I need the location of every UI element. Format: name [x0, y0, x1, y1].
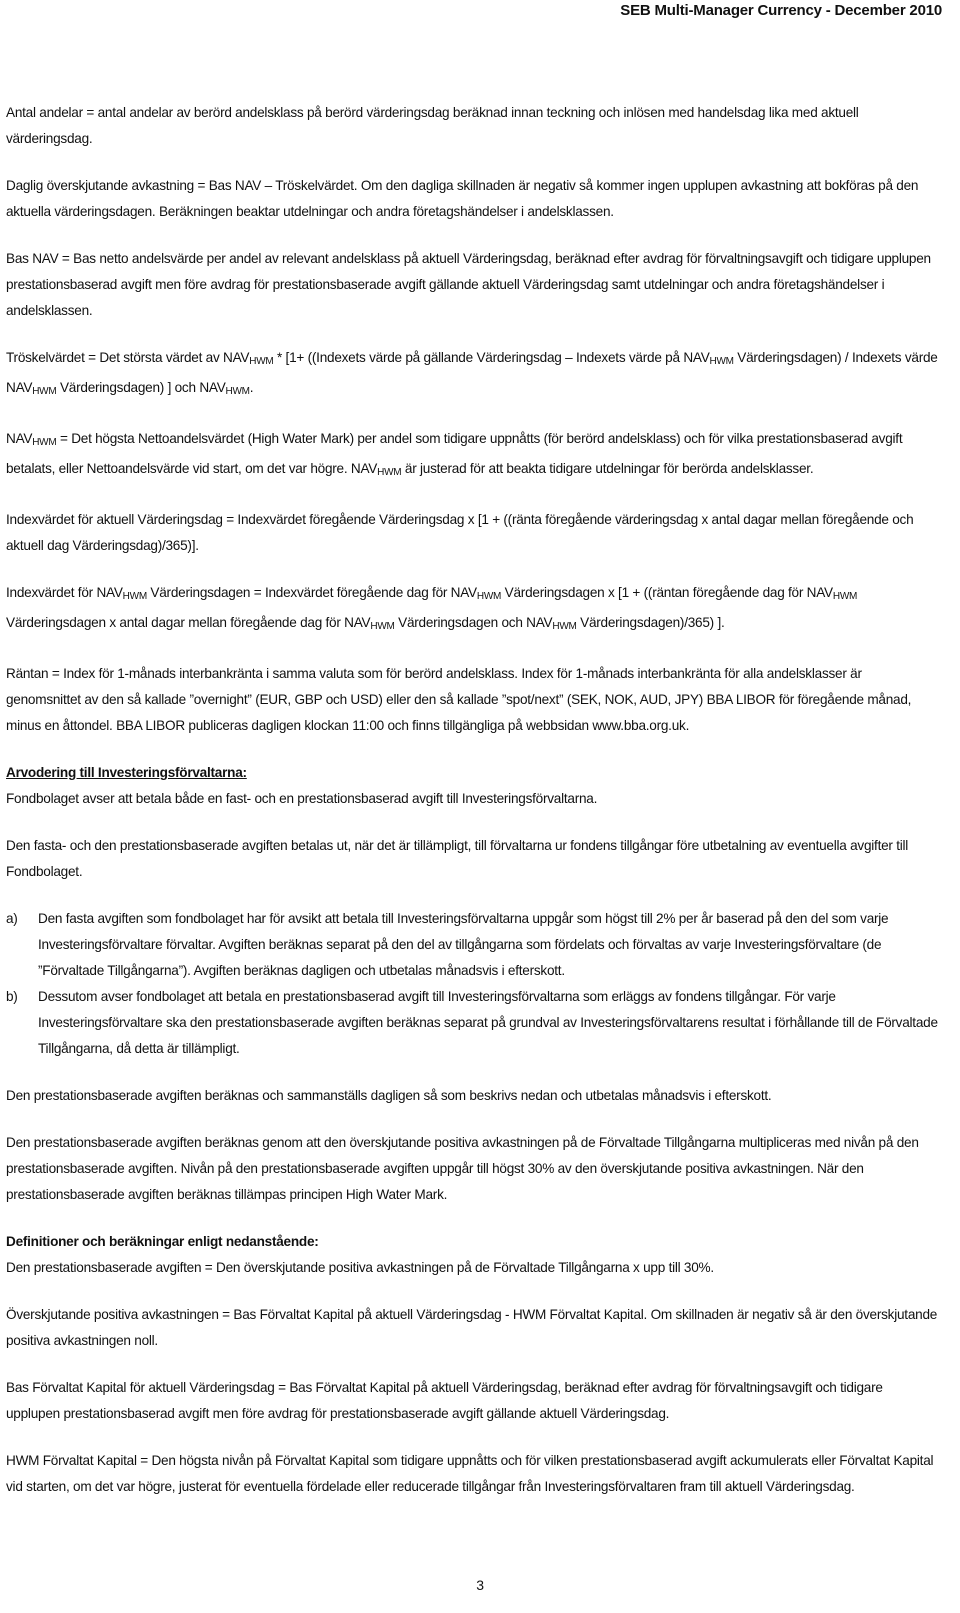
paragraph-antal-andelar: Antal andelar = antal andelar av berörd andelsklass på berörd värderingsdag beräknad innan teckning och inlösen med handelsdag lika med aktuell värderingsdag. [6, 105, 859, 146]
paragraph-prestationsbaserade-avgiften: Den prestationsbaserade avgiften = Den överskjutande positiva avkastningen på de Förvaltade Tillgångarna x upp till 30%. [6, 1260, 714, 1275]
paragraph-sammanstalls: Den prestationsbaserade avgiften beräknas och sammanställs dagligen så som beskrivs nedan och utbetalas månadsvis i efterskott. [6, 1088, 772, 1103]
page-header: SEB Multi-Manager Currency - December 2010 [620, 2, 942, 19]
paragraph-nav-hwm: $NAV_{HWM}$ = Det högsta Nettoandelsvärdet (High Water Mark) per andel som tidigare uppnåtts (för berörd andelsklass) och för vilka prestationsbaserad avgift betalats, eller Nettoandelsvärde vid start, om det var högre. $NAV_{HWM}$ är justerad för att beakta tidigare utdelningar för berörda andelsklasser. [6, 431, 903, 478]
paragraph-bas-forvaltat-kapital: Bas Förvaltat Kapital för aktuell Värderingsdag = Bas Förvaltat Kapital på aktuell Värderingsdag, beräknad efter avdrag för förvaltningsavgift och tidigare upplupen prestationsbaserad avgift men före avdrag för prestationsbaserade avgift gällande aktuell Värderingsdag. [6, 1380, 883, 1421]
hwm-subscript: HWM [32, 437, 57, 448]
list-item [6, 906, 938, 984]
section-heading-arvodering: Arvodering till Investeringsförvaltarna: [6, 765, 247, 780]
hwm-subscript: HWM [225, 386, 250, 397]
paragraph-troskelvardet: Tröskelvärdet = Det största värdet av $NAV_{HWM} * [1+$ ((Indexets värde på gällande Värderingsdag – Indexets värde på $NAV_{HWM}$ Värderingsdagen) / Indexets värde $NAV_{HWM}$ Värderingsdagen) ] och $NAV_{HWM}$. [6, 350, 938, 397]
hwm-subscript: HWM [552, 621, 577, 632]
document-body [6, 100, 938, 1521]
paragraph-indexvardet-aktuell: Indexvärdet för aktuell Värderingsdag = Indexvärdet föregående Värderingsdag x [1 + ((ränta föregående värderingsdag x antal dagar mellan föregående och aktuell dag Värderingsdag)/365)]. [6, 512, 914, 553]
list-marker: a) [6, 911, 18, 926]
hwm-subscript: HWM [249, 356, 274, 367]
list-item-text: Dessutom avser fondbolaget att betala en prestationsbaserad avgift till Investeringsförvaltarna som erläggs av fondens tillgångar. För varje Investeringsförvaltare ska den prestationsbaserade avgiften beräknas separat på grundval av Investeringsförvaltarens resultat i förhållande till de Förvaltade Tillgångarna, då detta är tillämpligt. [38, 989, 938, 1056]
paragraph-fondbolaget-avser: Fondbolaget avser att betala både en fast- och en prestationsbaserad avgift till Investeringsförvaltarna. [6, 791, 598, 806]
hwm-subscript: HWM [832, 591, 858, 602]
paragraph-indexvardet-hwm: Indexvärdet för $NAV_{HWM}$ Värderingsdagen = Indexvärdet föregående dag för $NAV_{HWM}$ Värderingsdagen x [1 + ((räntan föregående dag för $NAV_{HWM}$ Värderingsdagen x antal dagar mellan föregående dag för $NAV_{HWM}$ Värderingsdagen och $NAV_{HWM}$ Värderingsdagen)/365) ]. [6, 585, 858, 632]
list-item-text: Den fasta avgiften som fondbolaget har för avsikt att betala till Investeringsförvaltarna uppgår som högst till 2% per år baserad på den del som varje Investeringsförvaltare förvaltar. Avgiften beräknas separat på den del av tillgångarna som fördelats och förvaltas av varje Investeringsförvaltare (de ”Förvaltade Tillgångarna”). Avgiften beräknas dagligen och utbetalas månadsvis i efterskott. [38, 911, 889, 978]
hwm-subscript: HWM [377, 467, 402, 478]
hwm-subscript: HWM [476, 591, 502, 602]
hwm-subscript: HWM [32, 386, 57, 397]
hwm-subscript: HWM [370, 621, 395, 632]
paragraph-berakning: Den prestationsbaserade avgiften beräknas genom att den överskjutande positiva avkastningen på de Förvaltade Tillgångarna multipliceras med nivån på den prestationsbaserade avgiften. Nivån på den prestationsbaserade avgiften uppgår till högst 30% av den överskjutande positiva avkastningen. När den prestationsbaserade avgiften beräknas tillämpas principen High Water Mark. [6, 1135, 919, 1202]
list-item [6, 984, 938, 1062]
paragraph-hwm-forvaltat-kapital: HWM Förvaltat Kapital = Den högsta nivån på Förvaltat Kapital som tidigare uppnåtts och för vilken prestationsbaserad avgift ackumulerats eller Förvaltat Kapital vid starten, om det var högre, justerat för eventuella fördelade eller reducerade tillgångar från Investeringsförvaltaren fram till aktuell Värderingsdag. [6, 1453, 934, 1494]
fee-list [6, 906, 938, 1062]
paragraph-fasta-och-prestation: Den fasta- och den prestationsbaserade avgiften betalas ut, när det är tillämpligt, till förvaltarna ur fondens tillgångar före utbetalning av eventuella avgifter till Fondbolaget. [6, 838, 909, 879]
page-number: 3 [476, 1577, 484, 1593]
section-heading-definitioner: Definitioner och beräkningar enligt nedanstående: [6, 1234, 319, 1249]
list-marker: b) [6, 989, 18, 1004]
paragraph-overskjutande-positiva: Överskjutande positiva avkastningen = Bas Förvaltat Kapital på aktuell Värderingsdag - HWM Förvaltat Kapital. Om skillnaden är negativ så är den överskjutande positiva avkastningen noll. [6, 1307, 938, 1348]
hwm-subscript: HWM [709, 356, 734, 367]
paragraph-rantan: Räntan = Index för 1-månads interbankränta i samma valuta som för berörd andelsklass. Index för 1-månads interbankränta för alla andelsklasser är genomsnittet av den så kallade ”overnight” (EUR, GBP och USD) eller den så kallade ”spot/next” (SEK, NOK, AUD, JPY) BBA LIBOR för föregående månad, minus en åttondel. BBA LIBOR publiceras dagligen klockan 11:00 och finns tillgängliga på webbsidan www.bba.org.uk. [6, 666, 912, 733]
hwm-subscript: HWM [122, 591, 147, 602]
paragraph-daglig-overskjutande: Daglig överskjutande avkastning = Bas NAV – Tröskelvärdet. Om den dagliga skillnaden är negativ så kommer ingen upplupen avkastning att bokföras på den aktuella värderingsdagen. Beräkningen beaktar utdelningar och andra företagshändelser i andelsklassen. [6, 178, 919, 219]
paragraph-bas-nav: Bas NAV = Bas netto andelsvärde per andel av relevant andelsklass på aktuell Värderingsdag, beräknad efter avdrag för förvaltningsavgift och tidigare upplupen prestationsbaserad avgift men före avdrag för prestationsbaserade avgift gällande aktuell Värderingsdag samt utdelningar och andra företagshändelser i andelsklassen. [6, 251, 931, 318]
